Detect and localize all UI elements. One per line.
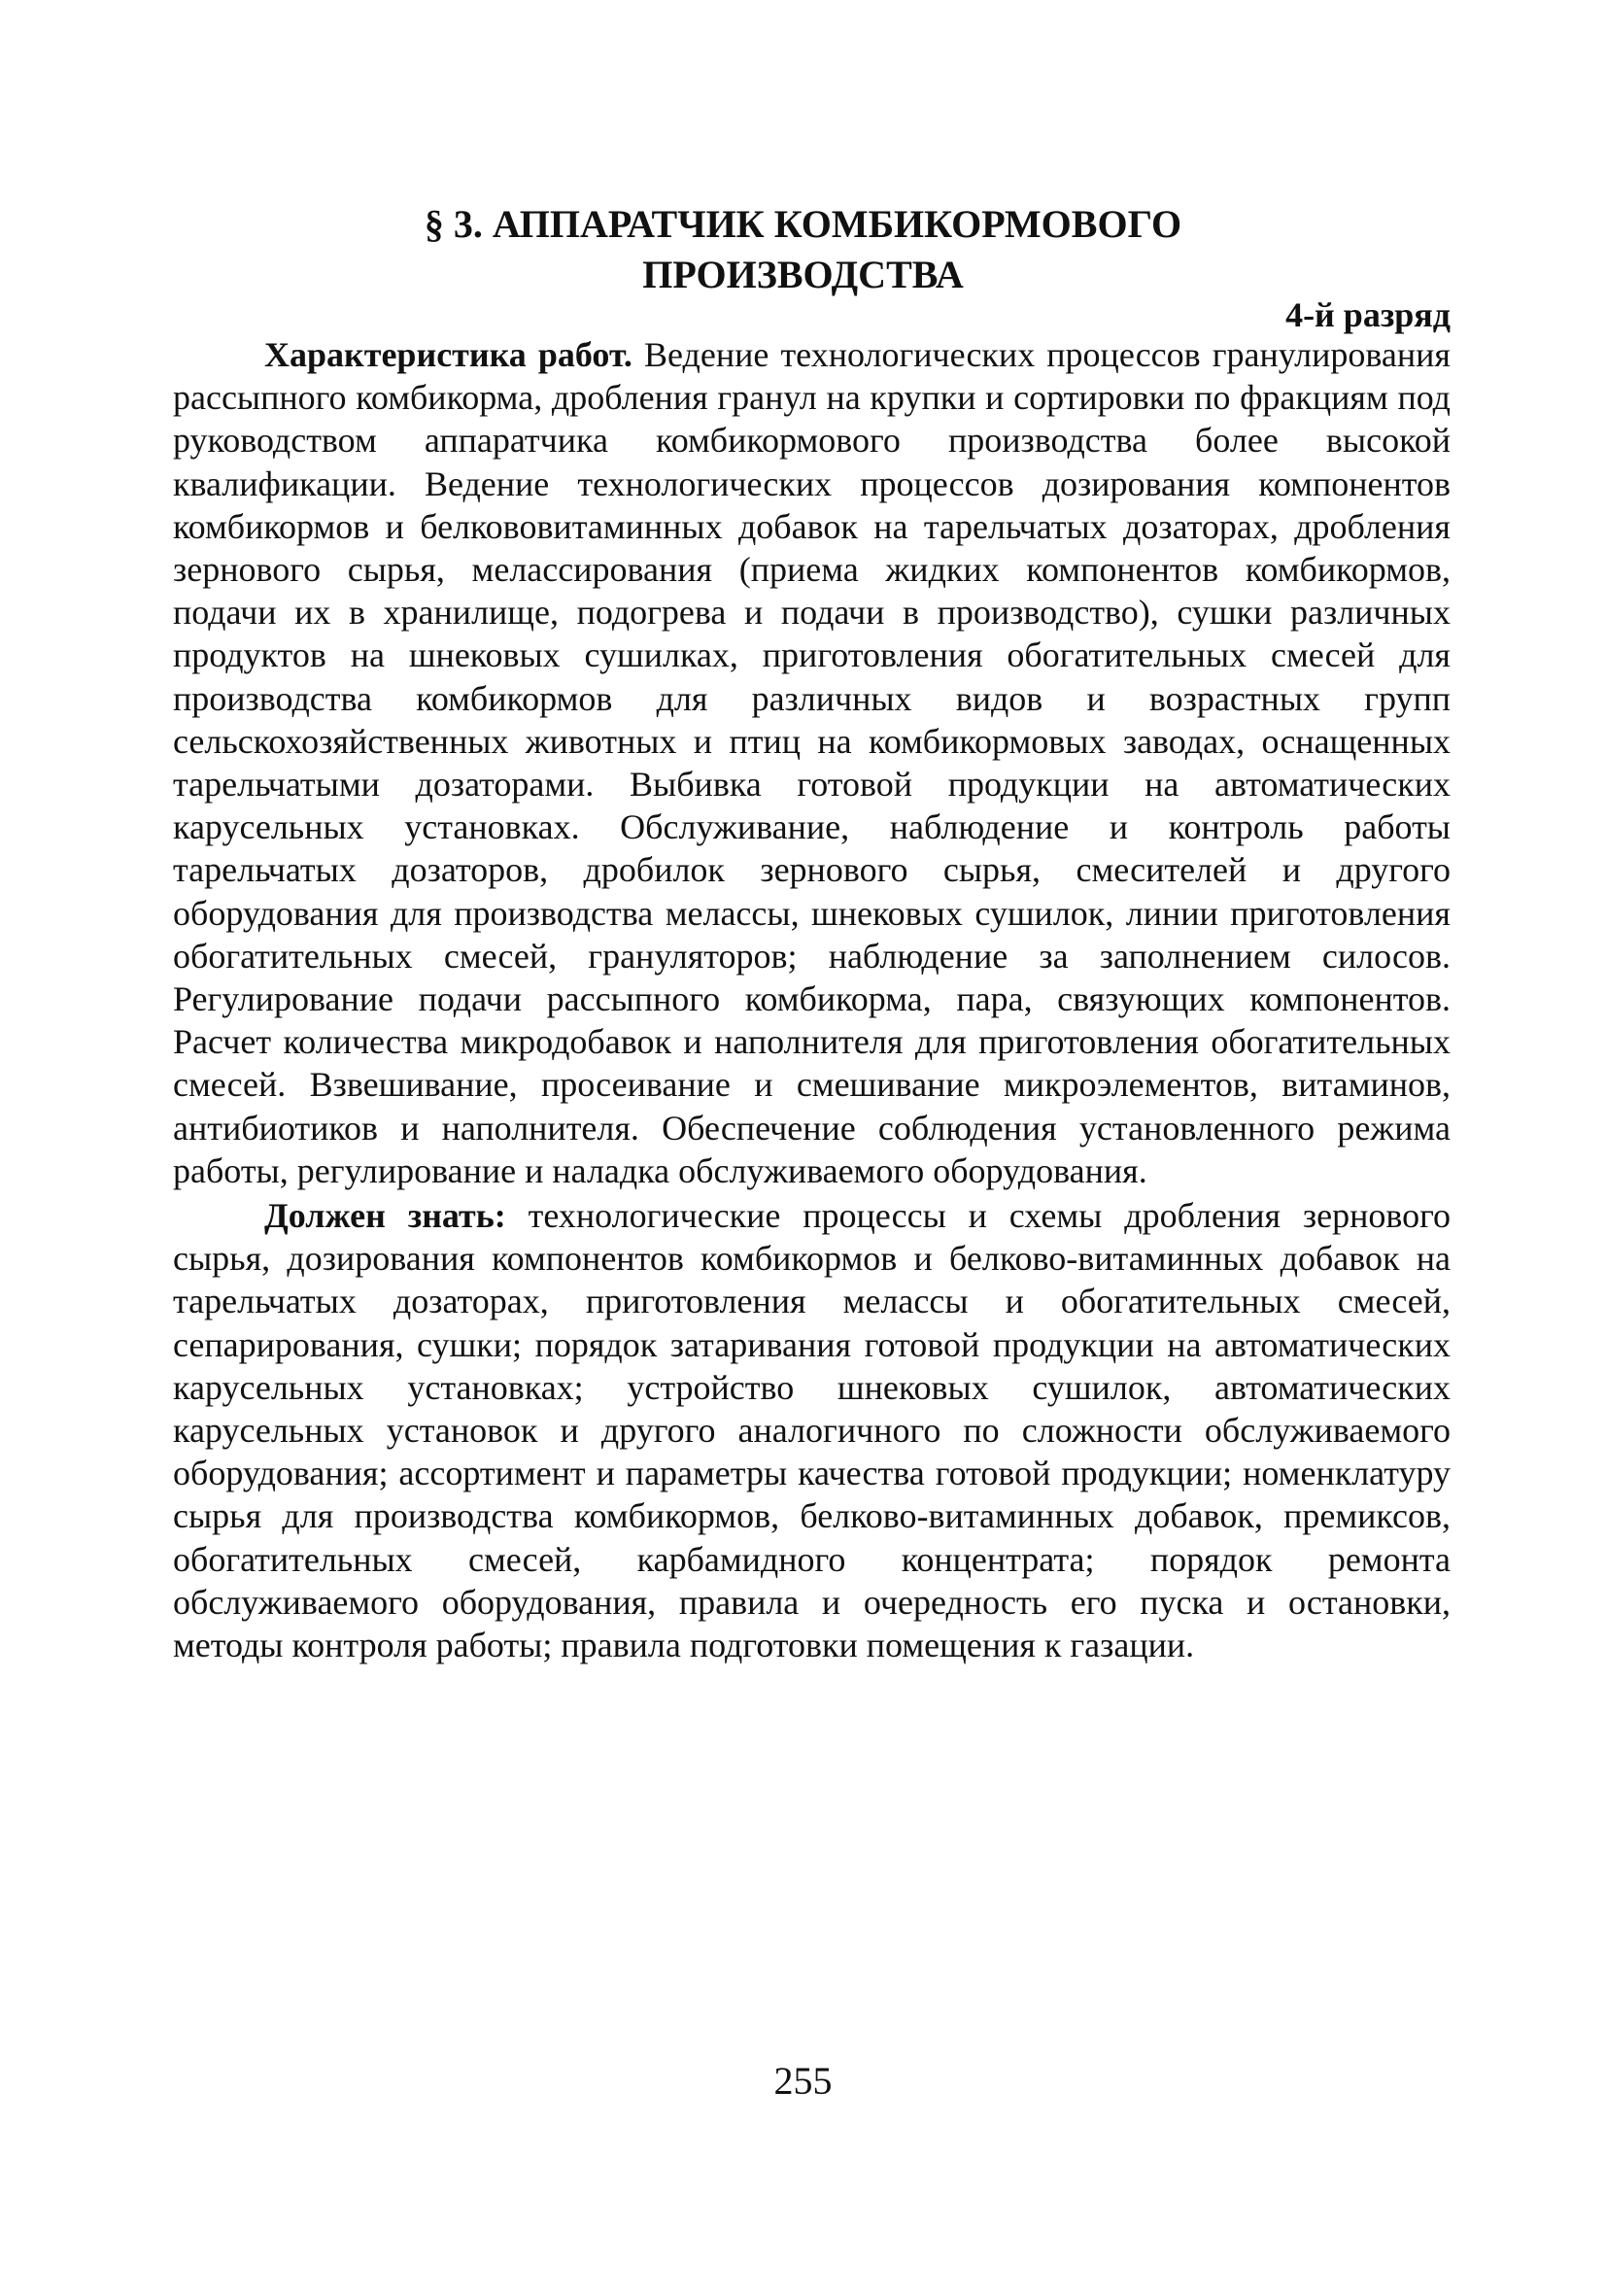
body-text <box>173 333 1451 1666</box>
paragraph-lead: Должен знать: <box>264 1196 506 1236</box>
grade-label: 4-й разряд <box>1285 295 1451 334</box>
paragraph-text: технологические процессы и схемы дробления зернового сырья, дозирования компонентов комбикормов и белково-витаминных добавок на тарельчатых дозаторах, приготовления мелассы и обогатительных смесей, сепарирования, сушки; порядок затаривания готовой продукции на автоматических карусельных установках; устройство шнековых сушилок, автоматических карусельных установок и другого аналогичного по сложности обслуживаемого оборудования; ассортимент и параметры качества готовой продукции; номенклатуру сырья для производства комбикормов, белково-витаминных добавок, премиксов, обогатительных смесей, карбамидного концентрата; порядок ремонта обслуживаемого оборудования, правила и очередность его пуска и остановки, методы контроля работы; правила подготовки помещения к газации. <box>173 1196 1451 1665</box>
section-title-line-1: § 3. АППАРАТЧИК КОМБИКОРМОВОГО <box>424 202 1182 246</box>
section-title-line-2: ПРОИЗВОДСТВА <box>642 253 964 296</box>
page-number: 255 <box>773 2059 833 2103</box>
section-title <box>291 199 1315 300</box>
paragraph-text: Ведение технологических процессов гранулирования рассыпного комбикорма, дробления гранул на крупки и сортировки по фракциям под руководством аппаратчика комбикормового производства более высокой квалификации. Ведение технологических процессов дозирования компонентов комбикормов и белкововитаминных добавок на тарельчатых дозаторах, дробления зернового сырья, мелассирования (приема жидких компонентов комбикормов, подачи их в хранилище, подогрева и подачи в производство), сушки различных продуктов на шнековых сушилках, приготовления обогатительных смесей для производства комбикормов для различных видов и возрастных групп сельскохозяйственных животных и птиц на комбикормовых заводах, оснащенных тарельчатыми дозаторами. Выбивка готовой продукции на автоматических карусельных установках. Обслуживание, наблюдение и контроль работы тарельчатых дозаторов, дробилок зернового сырья, смесителей и другого оборудования для производства мелассы, шнековых сушилок, линии приготовления обогатительных смесей, грануляторов; наблюдение за заполнением силосов. Регулирование подачи рассыпного комбикорма, пара, связующих компонентов. Расчет количества микродобавок и наполнителя для приготовления обогатительных смесей. Взвешивание, просеивание и смешивание микроэлементов, витаминов, антибиотиков и наполнителя. Обеспечение соблюдения установленного режима работы, регулирование и наладка обслуживаемого оборудования. <box>173 335 1451 1190</box>
paragraph-lead: Характеристика работ. <box>264 335 632 374</box>
paragraph-work-characteristics <box>173 333 1451 1192</box>
paragraph-must-know <box>173 1194 1451 1666</box>
